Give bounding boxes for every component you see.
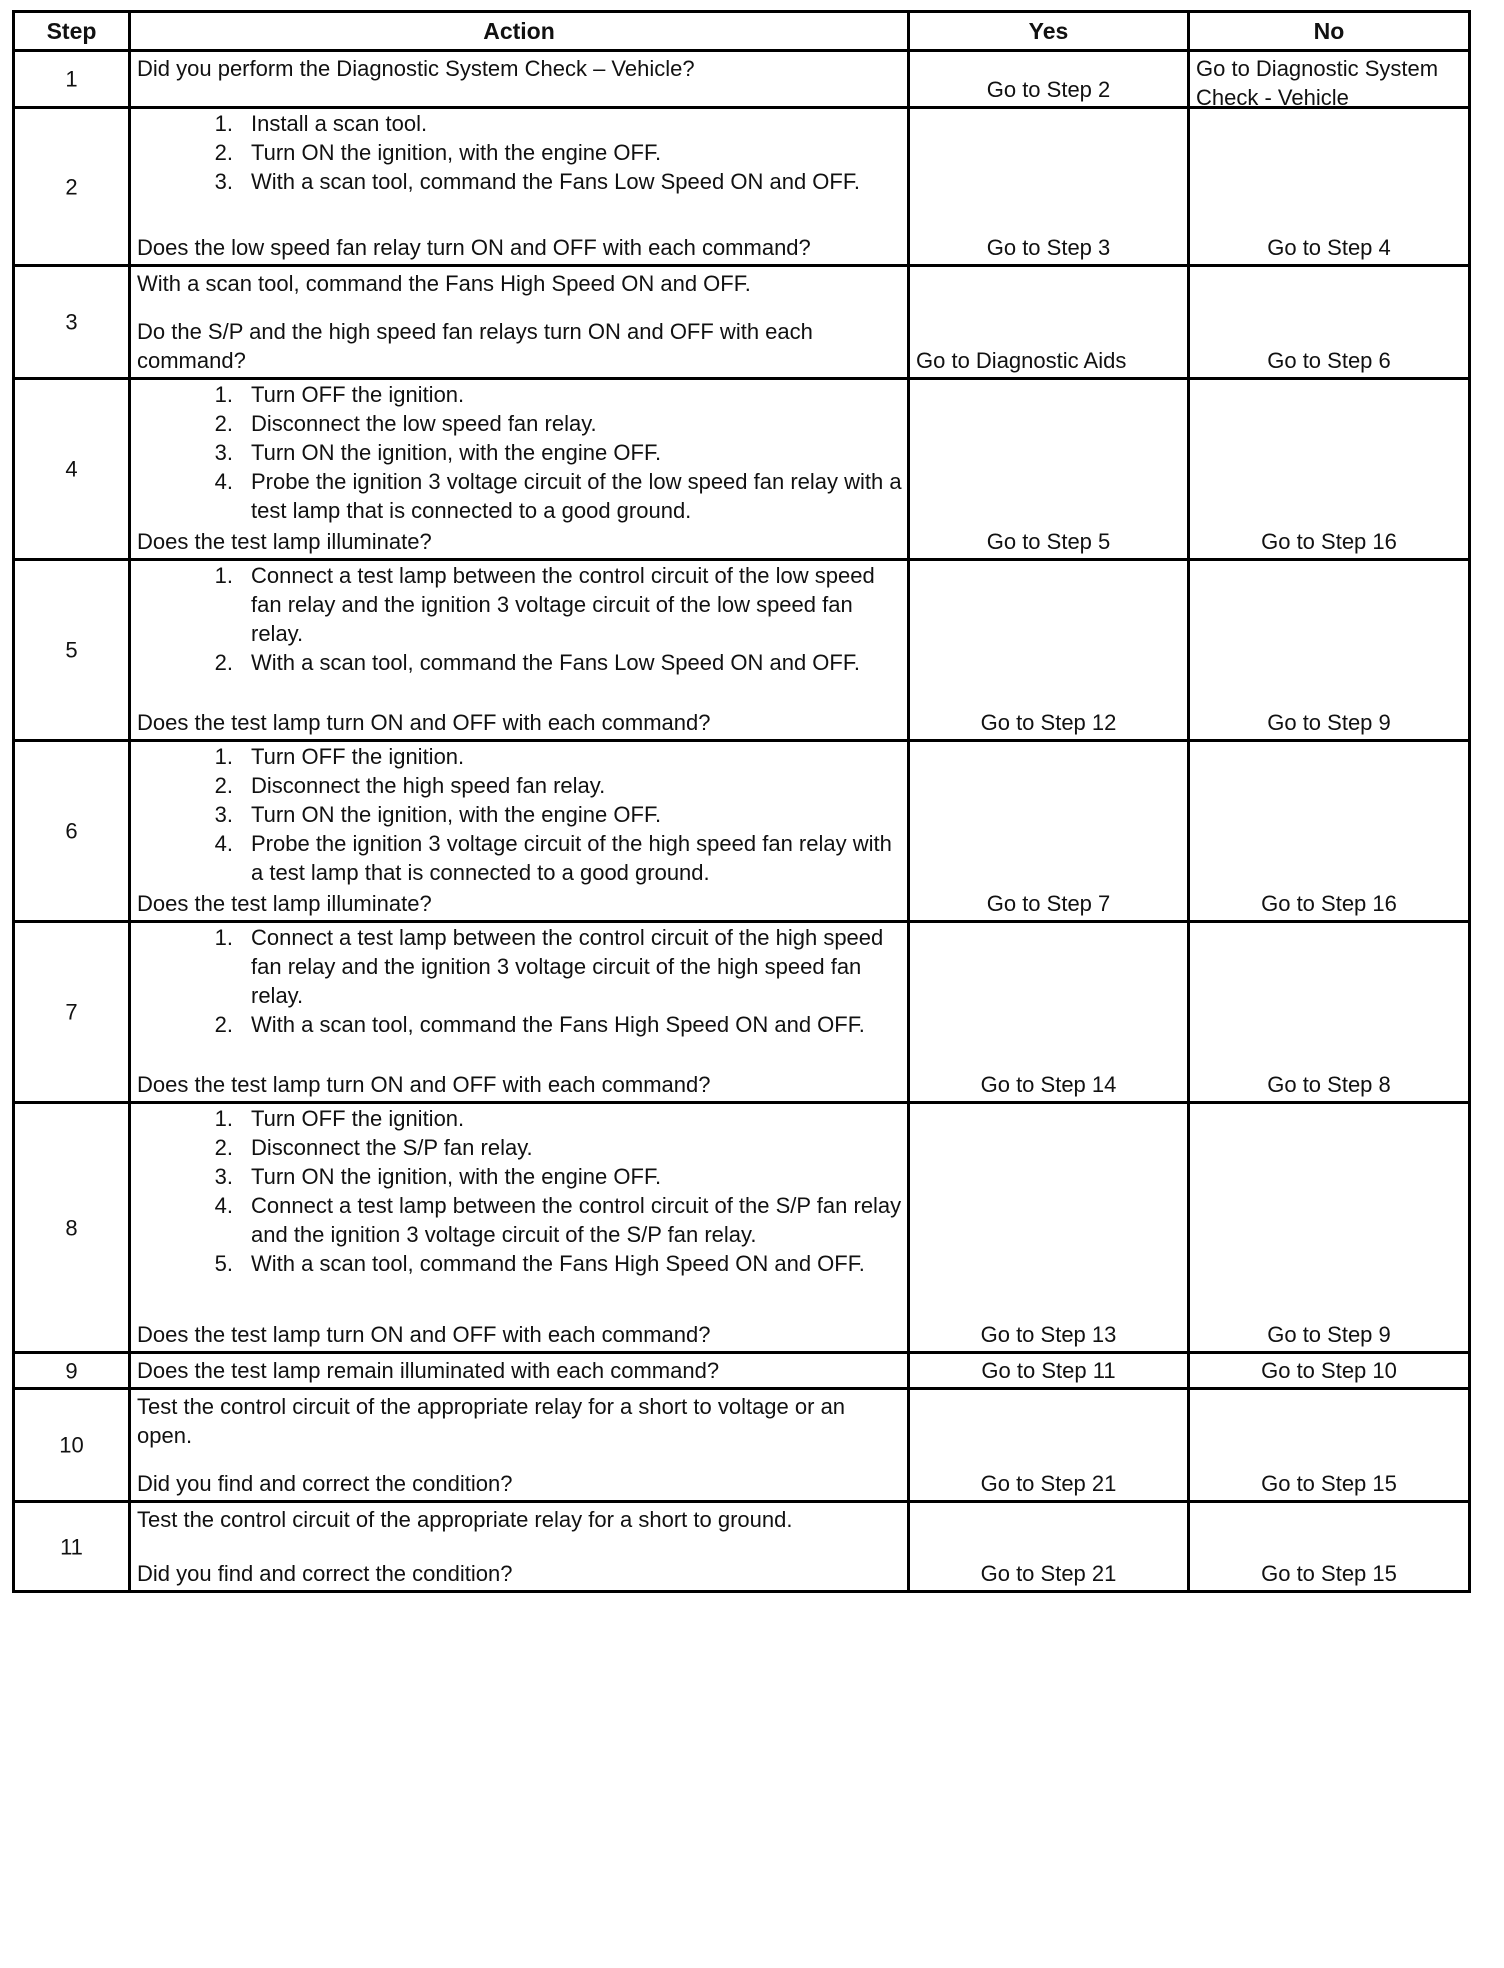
action-question: Do the S/P and the high speed fan relays turn ON and OFF with each command? xyxy=(137,319,813,373)
table-row xyxy=(14,1103,1470,1353)
step-number: 3 xyxy=(65,309,78,335)
procedure-item-number: 2 . xyxy=(137,138,237,167)
procedure-item-number: 1 . xyxy=(137,1104,237,1133)
procedure-item xyxy=(137,467,903,525)
step-number: 4 xyxy=(65,456,78,482)
no-outcome: Go to Step 15 xyxy=(1261,1561,1397,1586)
step-cell xyxy=(14,1353,130,1389)
no-outcome: Go to Step 6 xyxy=(1267,348,1391,373)
procedure-item-text: Connect a test lamp between the control circuit of the high speed fan relay and the ignition 3 voltage circuit of the high speed fan relay. xyxy=(251,925,884,1008)
no-cell xyxy=(1189,922,1470,1103)
yes-cell xyxy=(909,108,1189,266)
no-cell xyxy=(1189,1103,1470,1353)
procedure-item-number: 5 . xyxy=(137,1249,237,1278)
action-question: Did you find and correct the condition? xyxy=(137,1561,513,1586)
table-row xyxy=(14,379,1470,560)
no-cell xyxy=(1189,51,1470,108)
header-no: No xyxy=(1189,12,1470,51)
yes-cell xyxy=(909,51,1189,108)
no-outcome: Go to Step 4 xyxy=(1267,235,1391,260)
step-number: 9 xyxy=(65,1358,78,1383)
procedure-item xyxy=(137,1133,903,1162)
no-cell xyxy=(1189,1353,1470,1389)
procedure-item-number: 1 . xyxy=(137,923,237,1010)
no-outcome: Go to Step 10 xyxy=(1261,1358,1397,1383)
action-cell xyxy=(130,922,909,1103)
no-cell xyxy=(1189,1502,1470,1592)
step-cell xyxy=(14,560,130,741)
procedure-item-text: Probe the ignition 3 voltage circuit of the high speed fan relay with a test lamp that is connected to a good ground. xyxy=(251,831,892,885)
step-number: 10 xyxy=(59,1432,84,1458)
action-question: Does the test lamp turn ON and OFF with each command? xyxy=(137,710,711,735)
step-cell xyxy=(14,1389,130,1502)
step-number: 5 xyxy=(65,637,78,663)
procedure-item-number: 3 . xyxy=(137,1162,237,1191)
procedure-item-number: 2 . xyxy=(137,409,237,438)
no-cell xyxy=(1189,741,1470,922)
procedure-list xyxy=(137,923,903,1039)
yes-outcome: Go to Step 21 xyxy=(980,1471,1117,1496)
header-action: Action xyxy=(130,12,909,51)
procedure-item-text: Turn ON the ignition, with the engine OFF. xyxy=(251,1164,662,1189)
action-cell xyxy=(130,108,909,266)
procedure-item-number: 3 . xyxy=(137,800,237,829)
no-outcome: Go to Step 9 xyxy=(1267,1322,1391,1347)
action-cell xyxy=(130,1389,909,1502)
procedure-item-number: 2 . xyxy=(137,1010,237,1039)
procedure-item xyxy=(137,409,903,438)
action-cell xyxy=(130,1353,909,1389)
procedure-item xyxy=(137,829,903,887)
procedure-item xyxy=(137,167,903,196)
no-outcome: Go to Step 16 xyxy=(1261,529,1397,554)
step-cell xyxy=(14,1502,130,1592)
table-row xyxy=(14,922,1470,1103)
step-number: 11 xyxy=(60,1534,83,1559)
procedure-list xyxy=(137,742,903,887)
yes-outcome: Go to Diagnostic Aids xyxy=(916,348,1127,373)
procedure-item-number: 1 . xyxy=(137,109,237,138)
table-row xyxy=(14,108,1470,266)
procedure-list xyxy=(137,561,903,677)
no-cell xyxy=(1189,266,1470,379)
step-cell xyxy=(14,922,130,1103)
step-cell xyxy=(14,266,130,379)
table-row xyxy=(14,1502,1470,1592)
yes-outcome: Go to Step 21 xyxy=(980,1561,1117,1586)
procedure-list xyxy=(137,1104,903,1278)
procedure-list xyxy=(137,380,903,525)
procedure-item xyxy=(137,109,903,138)
procedure-item-text: Turn ON the ignition, with the engine OFF. xyxy=(251,440,662,465)
diagnostic-table xyxy=(12,10,1471,1593)
action-cell xyxy=(130,1502,909,1592)
no-cell xyxy=(1189,560,1470,741)
procedure-item xyxy=(137,923,903,1010)
step-cell xyxy=(14,108,130,266)
procedure-item xyxy=(137,1162,903,1191)
yes-cell xyxy=(909,1103,1189,1353)
action-cell xyxy=(130,1103,909,1353)
procedure-item-number: 2 . xyxy=(137,1133,237,1162)
procedure-item xyxy=(137,1010,903,1039)
procedure-item-text: Disconnect the S/P fan relay. xyxy=(251,1135,533,1160)
action-question: Does the test lamp remain illuminated with each command? xyxy=(137,1358,720,1383)
step-number: 6 xyxy=(65,818,78,844)
yes-outcome: Go to Step 11 xyxy=(981,1358,1116,1383)
no-outcome: Go to Step 16 xyxy=(1261,891,1397,916)
procedure-item-number: 1 . xyxy=(137,561,237,648)
procedure-item-number: 1 . xyxy=(137,380,237,409)
yes-outcome: Go to Step 12 xyxy=(980,710,1117,735)
action-cell xyxy=(130,379,909,560)
action-question: Does the test lamp illuminate? xyxy=(137,529,432,554)
step-cell xyxy=(14,51,130,108)
no-outcome: Go to Diagnostic System Check - Vehicle xyxy=(1196,56,1439,110)
action-instruction: Test the control circuit of the appropriate relay for a short to ground. xyxy=(137,1507,793,1532)
yes-outcome: Go to Step 3 xyxy=(986,235,1111,260)
table-row xyxy=(14,1353,1470,1389)
no-outcome: Go to Step 8 xyxy=(1267,1072,1391,1097)
yes-cell xyxy=(909,379,1189,560)
procedure-item-number: 4 . xyxy=(137,1191,237,1249)
yes-cell xyxy=(909,266,1189,379)
procedure-item-number: 3 . xyxy=(137,167,237,196)
yes-cell xyxy=(909,1502,1189,1592)
action-question: Did you find and correct the condition? xyxy=(137,1471,513,1496)
procedure-item-number: 2 . xyxy=(137,771,237,800)
procedure-item xyxy=(137,742,903,771)
procedure-item-text: Turn ON the ignition, with the engine OFF. xyxy=(251,140,662,165)
procedure-item xyxy=(137,648,903,677)
table-row xyxy=(14,266,1470,379)
table-row xyxy=(14,741,1470,922)
action-question: Did you perform the Diagnostic System Check – Vehicle? xyxy=(137,56,695,81)
action-question: Does the low speed fan relay turn ON and OFF with each command? xyxy=(137,235,811,260)
procedure-item xyxy=(137,138,903,167)
step-cell xyxy=(14,1103,130,1353)
table-row xyxy=(14,51,1470,108)
step-number: 8 xyxy=(65,1215,78,1240)
step-cell xyxy=(14,741,130,922)
no-cell xyxy=(1189,108,1470,266)
table-row xyxy=(14,1389,1470,1502)
yes-outcome: Go to Step 14 xyxy=(980,1072,1117,1097)
no-cell xyxy=(1189,1389,1470,1502)
table-row xyxy=(14,560,1470,741)
step-number: 7 xyxy=(65,999,78,1025)
yes-cell xyxy=(909,1389,1189,1502)
procedure-item-text: Turn ON the ignition, with the engine OFF. xyxy=(251,802,662,827)
step-cell xyxy=(14,379,130,560)
yes-outcome: Go to Step 2 xyxy=(986,77,1111,102)
procedure-item xyxy=(137,561,903,648)
action-question: Does the test lamp turn ON and OFF with each command? xyxy=(137,1072,711,1097)
action-question: Does the test lamp illuminate? xyxy=(137,891,432,916)
yes-outcome: Go to Step 13 xyxy=(980,1322,1117,1347)
action-cell xyxy=(130,741,909,922)
header-step: Step xyxy=(14,12,130,51)
yes-cell xyxy=(909,922,1189,1103)
procedure-item-text: Install a scan tool. xyxy=(251,111,428,136)
procedure-item-text: With a scan tool, command the Fans High Speed ON and OFF. xyxy=(251,1012,865,1037)
action-cell xyxy=(130,266,909,379)
procedure-item-text: Disconnect the high speed fan relay. xyxy=(251,773,606,798)
procedure-item xyxy=(137,800,903,829)
procedure-item xyxy=(137,771,903,800)
procedure-item-text: Turn OFF the ignition. xyxy=(251,1106,465,1131)
action-cell xyxy=(130,51,909,108)
step-number: 2 xyxy=(65,174,78,199)
procedure-list xyxy=(137,109,903,196)
procedure-item-number: 1 . xyxy=(137,742,237,771)
action-cell xyxy=(130,560,909,741)
no-cell xyxy=(1189,379,1470,560)
yes-cell xyxy=(909,560,1189,741)
procedure-item xyxy=(137,438,903,467)
procedure-item xyxy=(137,1249,903,1278)
header-row xyxy=(14,12,1470,51)
procedure-item-text: With a scan tool, command the Fans High Speed ON and OFF. xyxy=(251,1251,865,1276)
procedure-item-text: Turn OFF the ignition. xyxy=(251,744,465,769)
procedure-item-number: 4 . xyxy=(137,829,237,887)
procedure-item xyxy=(137,380,903,409)
procedure-item xyxy=(137,1104,903,1133)
no-outcome: Go to Step 9 xyxy=(1267,710,1391,735)
procedure-item-text: Probe the ignition 3 voltage circuit of the low speed fan relay with a test lamp that is connected to a good ground. xyxy=(251,469,902,523)
step-number: 1 xyxy=(65,66,78,92)
action-instruction: Test the control circuit of the appropriate relay for a short to voltage or an open. xyxy=(137,1394,846,1448)
procedure-item-text: With a scan tool, command the Fans Low Speed ON and OFF. xyxy=(251,650,860,675)
procedure-item-number: 2 . xyxy=(137,648,237,677)
procedure-item-text: Disconnect the low speed fan relay. xyxy=(251,411,597,436)
yes-cell xyxy=(909,1353,1189,1389)
procedure-item xyxy=(137,1191,903,1249)
procedure-item-text: Turn OFF the ignition. xyxy=(251,382,465,407)
action-question: Does the test lamp turn ON and OFF with each command? xyxy=(137,1322,711,1347)
yes-cell xyxy=(909,741,1189,922)
procedure-item-text: With a scan tool, command the Fans Low Speed ON and OFF. xyxy=(251,169,860,194)
header-yes: Yes xyxy=(909,12,1189,51)
procedure-item-number: 4 . xyxy=(137,467,237,525)
yes-outcome: Go to Step 7 xyxy=(986,891,1111,916)
yes-outcome: Go to Step 5 xyxy=(986,529,1111,554)
procedure-item-number: 3 . xyxy=(137,438,237,467)
procedure-item-text: Connect a test lamp between the control circuit of the low speed fan relay and the ignition 3 voltage circuit of the low speed fan relay. xyxy=(251,563,875,646)
no-outcome: Go to Step 15 xyxy=(1261,1471,1397,1496)
procedure-item-text: Connect a test lamp between the control circuit of the S/P fan relay and the ignition 3 voltage circuit of the S/P fan relay. xyxy=(251,1193,902,1247)
action-instruction: With a scan tool, command the Fans High Speed ON and OFF. xyxy=(137,271,751,296)
